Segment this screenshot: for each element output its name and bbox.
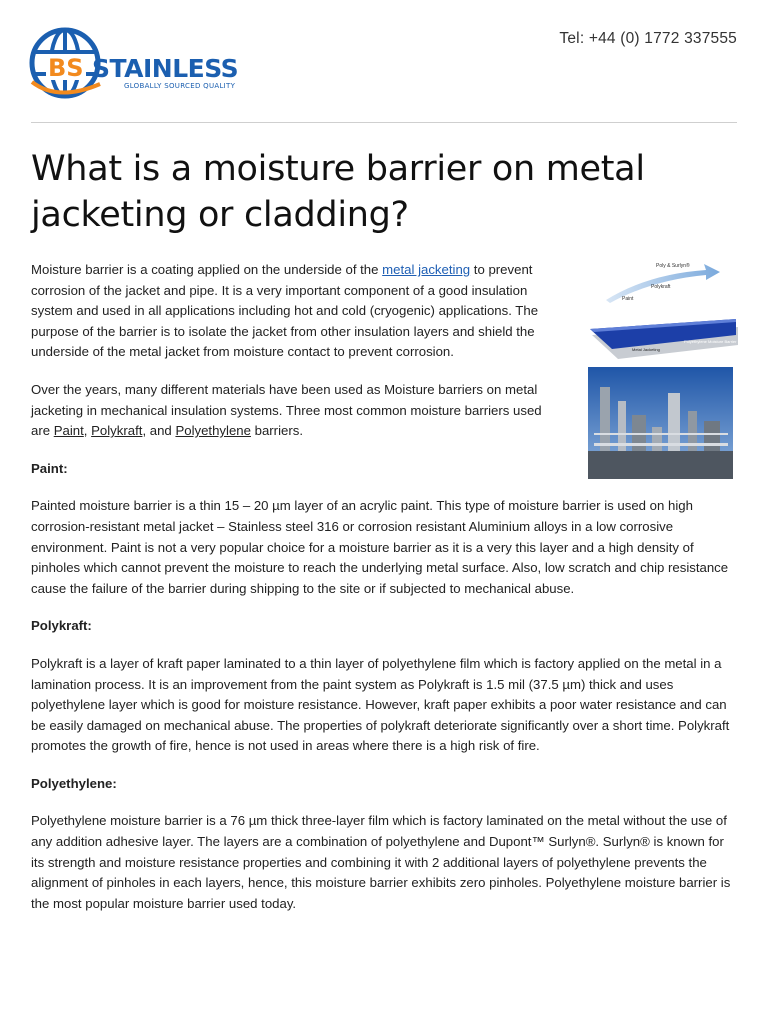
globe-logo-icon xyxy=(28,26,268,102)
intro-text-1: Moisture barrier is a coating applied on the underside of the xyxy=(31,262,383,277)
barrier-types-paragraph xyxy=(31,380,551,442)
polyethylene-link[interactable]: Polyethylene xyxy=(175,423,251,439)
paint-heading: Paint: xyxy=(31,460,68,476)
polykraft-link[interactable]: Polykraft xyxy=(91,423,143,439)
svg-text:BS: BS xyxy=(48,54,84,82)
arrow-label-paint: Paint xyxy=(622,296,634,302)
arrow-label-polykraft: Polykraft xyxy=(651,284,671,290)
polykraft-paragraph: Polykraft is a layer of kraft paper laminated to a thin layer of polyethylene film which is factory applied on the metal in a lamination process. It is an improvement from the paint system as Polykraft is 1.5 mil (37.5 µm) thick and uses polyethylene layer which is good for moisture resistance. However, kraft paper exhibits a poor water resistance and can be easily damaged on mechanical abuse. The properties of polykraft deteriorate significantly over a short time. Polykraft promotes the growth of fire, hence is not used in areas where there is a high risk of fire. xyxy=(31,655,730,754)
article-body xyxy=(31,260,737,931)
polyethylene-paragraph: Polyethylene moisture barrier is a 76 µm thick three-layer film which is factory laminated on the metal without the use of any addition adhesive layer. The layers are a combination of polyethylene and Dupont™ Surlyn®. Surlyn® is known for its strength and moisture resistance properties and combining it with 2 additional layers of polyethylene prevents the alignment of pinholes in each layers, hence, this moisture barrier exhibits zero pinholes. Polyethylene moisture barrier is the most popular moisture barrier used today. xyxy=(31,813,731,911)
paint-paragraph: Painted moisture barrier is a thin 15 – 20 µm layer of an acrylic paint. This type of moisture barrier is used on high corrosion-resistant metal jacket – Stainless steel 316 or corrosion resistant Aluminium alloys in a low corrosive environment. Paint is not a very popular choice for a moisture barrier as it is a very this layer and a high density of pinholes which cannot prevent the moisture to reach the underlying metal surface. Also, low scratch and chip resistance cause the failure of the barrier during shipping to the site or if subjected to mechanical abuse. xyxy=(31,498,729,596)
types-text-end: barriers. xyxy=(250,423,303,439)
sheet-label-jacketing: Metal Jacketing xyxy=(632,347,660,352)
types-separator-1: , xyxy=(83,423,92,439)
polykraft-heading: Polykraft: xyxy=(31,618,92,634)
types-separator-2: , and xyxy=(142,423,176,439)
polyethylene-heading: Polyethylene: xyxy=(31,775,117,791)
page-header xyxy=(0,0,768,123)
telephone-number[interactable]: Tel: +44 (0) 1772 337555 xyxy=(559,30,737,47)
intro-text-2: to prevent corrosion of the jacket and pipe. It is a very important component of a good insulation system and used in all applications including hot and cold (cryogenic) applications. The purpose of the barrier is to isolate the jacket from other insulation layers and shield the underside of the metal jacket from moisture contact to prevent corrosion. xyxy=(31,262,539,360)
intro-paragraph xyxy=(31,260,551,363)
paint-link[interactable]: Paint xyxy=(53,423,84,439)
metal-jacketing-link[interactable]: metal jacketing xyxy=(382,262,471,277)
page-title: What is a moisture barrier on metal jacketing or cladding? xyxy=(31,149,645,235)
arrow-label-surlyn: Poly & Surlyn® xyxy=(656,263,690,269)
types-text: Over the years, many different materials have been used as Moisture barriers on metal jacketing in mechanical insulation systems. Three most common moisture barriers used are xyxy=(31,381,542,439)
sheet-label-barrier: Polyethylene Moisture Barrier xyxy=(684,339,737,344)
svg-text:GLOBALLY SOURCED QUALITY: GLOBALLY SOURCED QUALITY xyxy=(124,82,236,90)
header-divider xyxy=(31,122,737,123)
company-logo[interactable] xyxy=(28,26,268,102)
svg-text:STAINLESS: STAINLESS xyxy=(92,54,239,83)
